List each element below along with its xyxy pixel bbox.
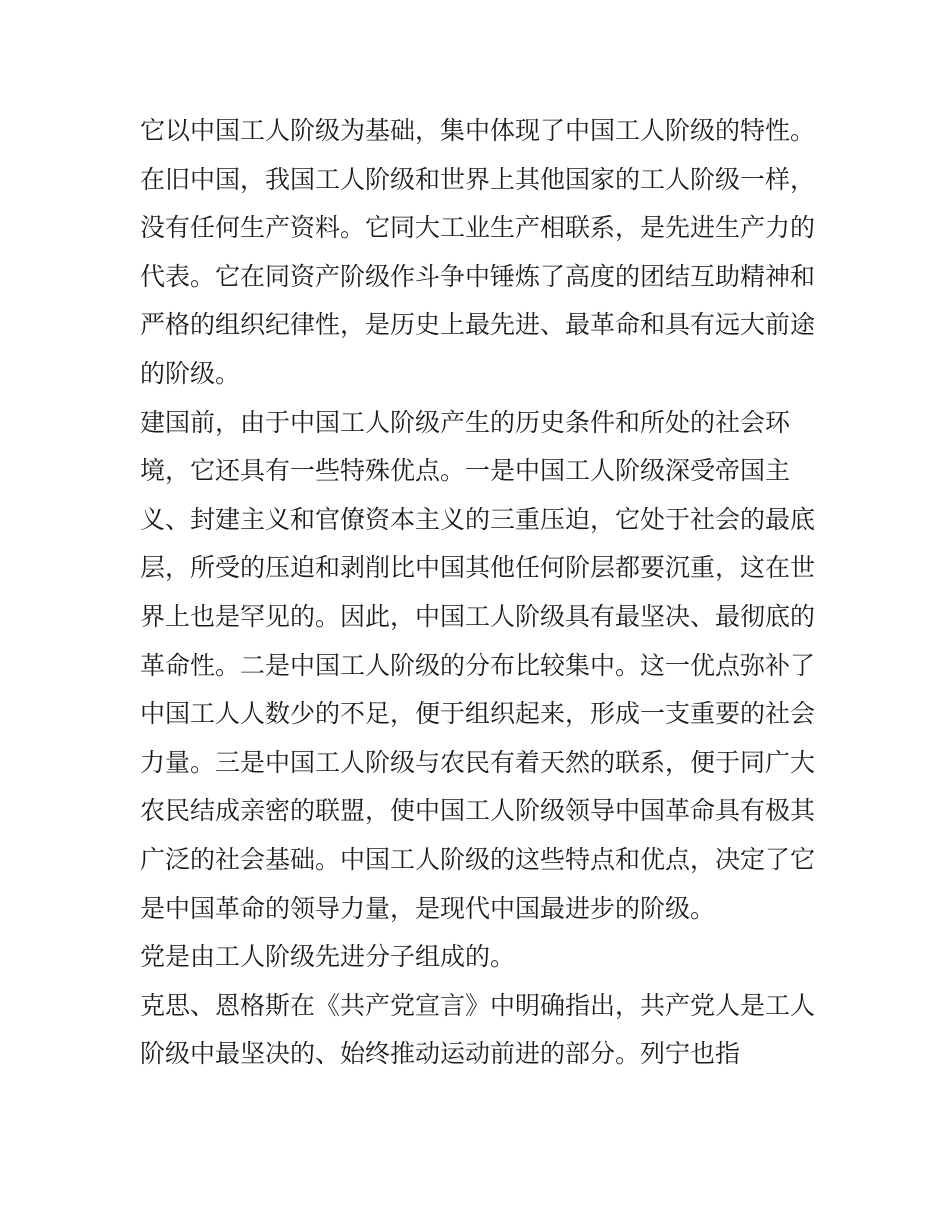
text-line: 界上也是罕见的。因此，中国工人阶级具有最坚决、最彻底的	[140, 601, 816, 631]
text-line: 革命性。二是中国工人阶级的分布比较集中。这一优点弥补了	[140, 650, 816, 680]
text-line: 建国前，由于中国工人阶级产生的历史条件和所处的社会环	[140, 407, 791, 437]
text-line: 农民结成亲密的联盟，使中国工人阶级领导中国革命具有极其	[140, 796, 816, 826]
text-line: 是中国革命的领导力量，是现代中国最进步的阶级。	[140, 893, 716, 923]
text-line: 阶级中最坚决的、始终推动运动前进的部分。列宁也指	[140, 1039, 741, 1069]
text-line: 在旧中国，我国工人阶级和世界上其他国家的工人阶级一样，	[140, 164, 816, 194]
text-line: 力量。三是中国工人阶级与农民有着天然的联系，便于同广大	[140, 747, 816, 777]
text-line: 中国工人人数少的不足，便于组织起来，形成一支重要的社会	[140, 699, 816, 729]
text-line: 境，它还具有一些特殊优点。一是中国工人阶级深受帝国主	[140, 456, 791, 486]
text-line: 严格的组织纪律性，是历史上最先进、最革命和具有远大前途	[140, 310, 816, 340]
text-line: 义、封建主义和官僚资本主义的三重压迫，它处于社会的最底	[140, 504, 816, 534]
text-line: 层，所受的压迫和剥削比中国其他任何阶层都要沉重，这在世	[140, 553, 816, 583]
text-line: 代表。它在同资产阶级作斗争中锤炼了高度的团结互助精神和	[140, 261, 816, 291]
text-line: 没有任何生产资料。它同大工业生产相联系，是先进生产力的	[140, 213, 816, 243]
document-body	[140, 107, 820, 1079]
text-line: 的阶级。	[140, 358, 241, 388]
text-line: 党是由工人阶级先进分子组成的。	[140, 942, 516, 972]
text-line: 它以中国工人阶级为基础，集中体现了中国工人阶级的特性。	[140, 116, 816, 145]
text-line: 广泛的社会基础。中国工人阶级的这些特点和优点，决定了它	[140, 844, 816, 874]
text-line: 克思、恩格斯在《共产党宣言》中明确指出，共产党人是工人	[140, 990, 816, 1020]
